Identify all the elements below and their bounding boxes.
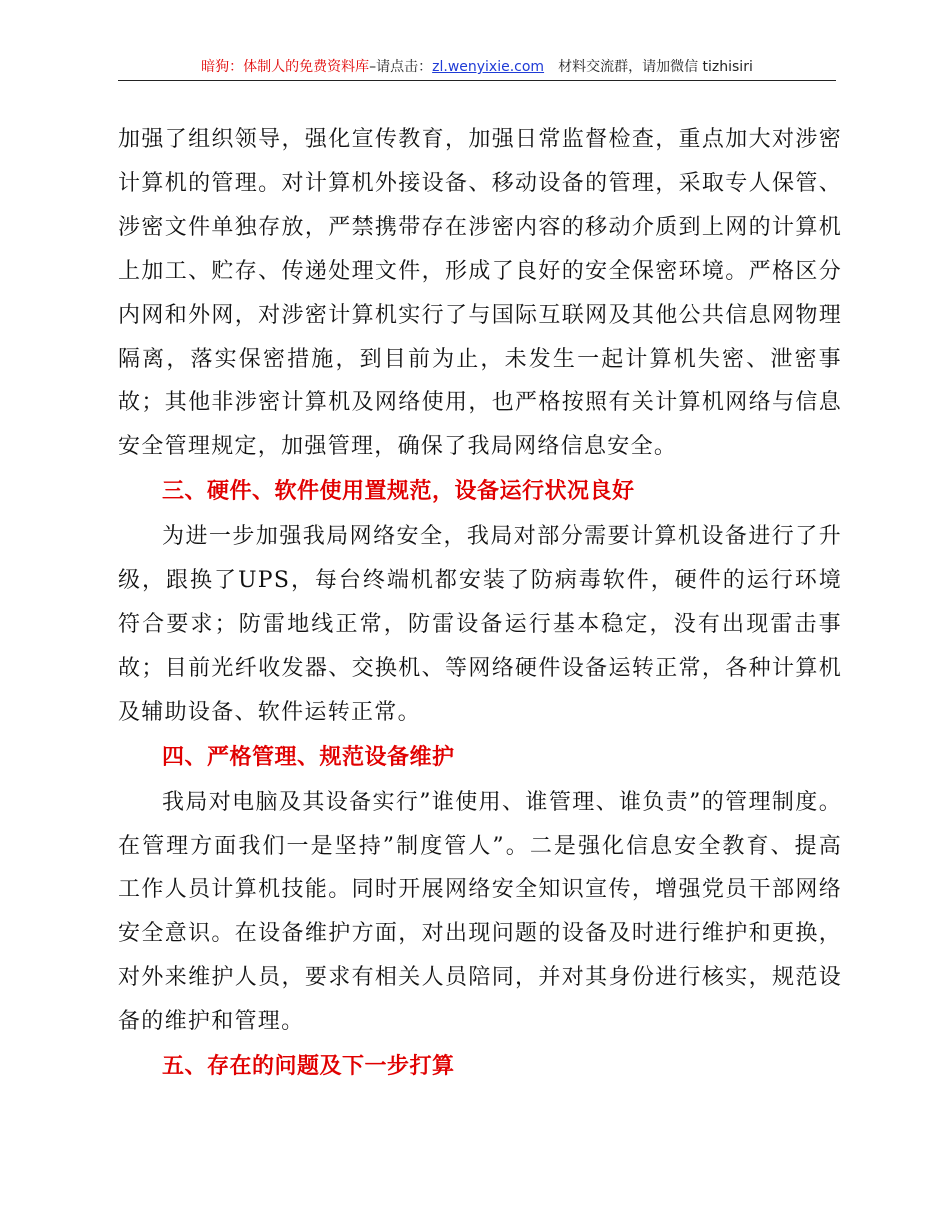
header-link[interactable]: zl.wenyixie.com [432, 59, 545, 75]
paragraph-4: 我局对电脑及其设备实行”谁使用、谁管理、谁负责”的管理制度。在管理方面我们一是坚持”制度管人”。二是强化信息安全教育、提高工作人员计算机技能。同时开展网络安全知识宣传，增强党员干部网络安全意识。在设备维护方面，对出现问题的设备及时进行维护和更换，对外来维护人员，要求有相关人员陪同，并对其身份进行核实，规范设备的维护和管理。 [118, 789, 842, 1035]
page-header [118, 58, 836, 81]
section-heading-4: 四、严格管理、规范设备维护 [162, 744, 455, 770]
document-body [118, 118, 842, 1090]
section-heading-5: 五、存在的问题及下一步打算 [162, 1054, 455, 1080]
header-site-name: 暗狗：体制人的免费资料库 [201, 59, 370, 75]
header-click-prompt: –请点击： [369, 59, 433, 75]
section-heading-3: 三、硬件、软件使用置规范，设备运行状况良好 [162, 479, 635, 505]
paragraph-3: 为进一步加强我局网络安全，我局对部分需要计算机设备进行了升级，跟换了UPS，每台终端机都安装了防病毒软件，硬件的运行环境符合要求；防雷地线正常，防雷设备运行基本稳定，没有出现雷击事故；目前光纤收发器、交换机、等网络硬件设备运转正常，各种计算机及辅助设备、软件运转正常。 [118, 524, 842, 725]
header-wechat-note: 材料交流群，请加微信 tizhisiri [558, 59, 753, 75]
paragraph-continued: 加强了组织领导，强化宣传教育，加强日常监督检查，重点加大对涉密计算机的管理。对计算机外接设备、移动设备的管理，采取专人保管、涉密文件单独存放，严禁携带存在涉密内容的移动介质到上网的计算机上加工、贮存、传递处理文件，形成了良好的安全保密环境。严格区分内网和外网，对涉密计算机实行了与国际互联网及其他公共信息网物理隔离，落实保密措施，到目前为止，未发生一起计算机失密、泄密事故；其他非涉密计算机及网络使用，也严格按照有关计算机网络与信息安全管理规定，加强管理，确保了我局网络信息安全。 [118, 127, 842, 460]
